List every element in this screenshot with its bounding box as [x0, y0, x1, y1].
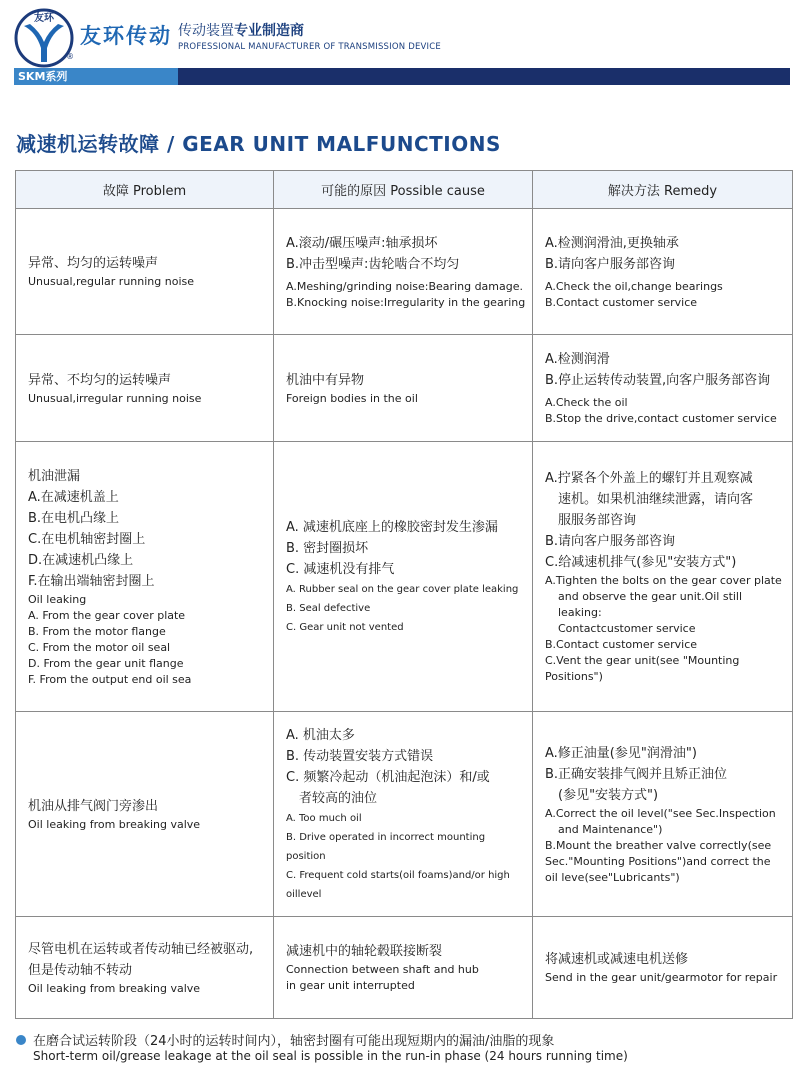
tagline-cn	[178, 20, 304, 40]
tagline-cn-bold: 专业制造商	[234, 23, 304, 39]
remedy-cell	[533, 209, 793, 335]
remedy-en: oil leve(see"Lubricants")	[545, 870, 680, 884]
problem-cell	[16, 917, 274, 1019]
remedy-en: and observe the gear unit.Oil still leaking:	[558, 590, 743, 619]
cause-cn: B. 密封圈损坏	[286, 540, 369, 556]
cause-cell	[274, 209, 533, 335]
problem-cn: A.在减速机盖上	[28, 489, 119, 505]
remedy-cn: (参见"安装方式")	[558, 787, 659, 803]
cause-cn: A.滚动/碾压噪声:轴承损坏	[286, 235, 438, 251]
cause-en: in gear unit interrupted	[286, 979, 415, 992]
problem-cell	[16, 209, 274, 335]
cause-en: B.Knocking noise:Irregularity in the gearing	[286, 295, 526, 309]
remedy-cn: B.请向客户服务部咨询	[545, 256, 676, 272]
problem-cn: C.在电机轴密封圈上	[28, 531, 146, 547]
cause-en: A.Meshing/grinding noise:Bearing damage.	[286, 279, 523, 293]
table-row	[16, 442, 793, 712]
cause-en: Connection between shaft and hub	[286, 963, 479, 976]
cause-cell	[274, 335, 533, 442]
problem-cn: 但是传动轴不转动	[28, 962, 133, 978]
table-row	[16, 335, 793, 442]
cause-cn: B.冲击型噪声:齿轮啮合不均匀	[286, 256, 460, 272]
problem-en: Oil leaking from breaking valve	[28, 981, 201, 995]
problem-en: Unusual,irregular running noise	[28, 391, 202, 405]
remedy-cn: C.给减速机排气(参见"安装方式")	[545, 555, 737, 570]
problem-cell	[16, 712, 274, 917]
cause-en: Foreign bodies in the oil	[286, 391, 418, 405]
remedy-cn: 服服务部咨询	[558, 513, 637, 528]
problem-cn: 机油泄漏	[28, 468, 81, 484]
table-row	[16, 917, 793, 1019]
cause-en: B. Drive operated in incorrect mounting position	[286, 831, 486, 862]
registered-mark: ®	[66, 52, 74, 61]
remedy-en: A.Check the oil,change bearings	[545, 279, 723, 293]
tagline-en: PROFESSIONAL MANUFACTURER OF TRANSMISSION DEVICE	[178, 42, 441, 52]
remedy-en: Sec."Mounting Positions")and correct the	[545, 854, 771, 868]
brand-name: 友环传动	[80, 24, 172, 48]
remedy-en: A.Tighten the bolts on the gear cover plate	[545, 574, 782, 587]
tagline-cn-normal: 传动装置	[178, 23, 234, 39]
table-row	[16, 712, 793, 917]
note-cn: 在磨合试运转阶段（24小时的运转时间内），轴密封圈有可能出现短期内的漏油/油脂的现象	[33, 1034, 555, 1049]
remedy-en: A.Correct the oil level("see Sec.Inspection	[545, 806, 776, 820]
cause-en: B. Seal defective	[286, 602, 371, 614]
problem-cn: 尽管电机在运转或者传动轴已经被驱动,	[28, 941, 254, 957]
remedy-cell	[533, 442, 793, 712]
remedy-cell	[533, 712, 793, 917]
remedy-en: and Maintenance")	[558, 822, 663, 836]
problem-en: F. From the output end oil sea	[28, 672, 192, 686]
remedy-cn: B.请向客户服务部咨询	[545, 534, 676, 549]
cause-cn: C. 减速机没有排气	[286, 561, 395, 577]
remedy-en: C.Vent the gear unit(see "Mounting Positions")	[545, 654, 740, 683]
cause-en: C. Frequent cold starts(oil foams)and/or high oillevel	[286, 869, 510, 900]
cause-cn: A. 机油太多	[286, 727, 355, 743]
remedy-en: B.Mount the breather valve correctly(see	[545, 838, 772, 852]
cause-cn: 者较高的油位	[299, 790, 378, 806]
problem-cn: F.在输出端轴密封圈上	[28, 573, 155, 589]
remedy-en: B.Stop the drive,contact customer service	[545, 412, 777, 425]
remedy-en: B.Contact customer service	[545, 638, 698, 651]
remedy-cn: 速机。如果机油继续泄露，请向客	[558, 492, 754, 507]
table-header-row	[16, 171, 793, 209]
cause-en: A. Rubber seal on the gear cover plate leaking	[286, 583, 519, 595]
remedy-cn: A.检测润滑	[545, 352, 610, 367]
note-en: Short-term oil/grease leakage at the oil seal is possible in the run-in phase (24 hours running time)	[33, 1049, 628, 1063]
problem-en: Oil leaking	[28, 592, 87, 606]
cause-cell	[274, 712, 533, 917]
problem-en: Unusual,regular running noise	[28, 275, 195, 288]
problem-cn: 异常、不均匀的运转噪声	[28, 372, 172, 388]
problem-cell	[16, 335, 274, 442]
remedy-en: A.Check the oil	[545, 396, 628, 409]
remedy-cn: B.正确安装排气阀并且矫正油位	[545, 766, 728, 782]
cause-en: C. Gear unit not vented	[286, 621, 404, 633]
cause-cn: A. 减速机底座上的橡胶密封发生渗漏	[286, 519, 498, 535]
remedy-en: Send in the gear unit/gearmotor for repair	[545, 971, 778, 984]
problem-cn: 异常、均匀的运转噪声	[28, 256, 159, 271]
cause-cell	[274, 917, 533, 1019]
series-label: SKM系列	[18, 70, 68, 83]
header-remedy: 解决方法 Remedy	[533, 171, 793, 209]
logo-text: 友环	[34, 13, 54, 24]
cause-cn: C. 频繁冷起动（机油起泡沫）和/或	[286, 769, 490, 785]
problem-cn: D.在减速机凸缘上	[28, 552, 134, 568]
cause-cn: 机油中有异物	[286, 372, 365, 388]
cause-en: A. Too much oil	[286, 812, 362, 824]
remedy-cell	[533, 917, 793, 1019]
company-logo	[14, 8, 74, 68]
cause-cn: 减速机中的轴轮毂联接断裂	[286, 944, 443, 959]
page-header	[0, 0, 800, 90]
table-row	[16, 209, 793, 335]
problem-cn: 机油从排气阀门旁渗出	[28, 798, 159, 814]
remedy-cn: A.检测润滑油,更换轴承	[545, 235, 679, 251]
header-problem: 故障 Problem	[16, 171, 274, 209]
remedy-cn: 将减速机或减速电机送修	[545, 952, 689, 967]
header-cause: 可能的原因 Possible cause	[274, 171, 533, 209]
remedy-en: B.Contact customer service	[545, 295, 698, 309]
remedy-cn: A.拧紧各个外盖上的螺钉并且观察减	[545, 471, 753, 486]
cause-cn: B. 传动装置安装方式错误	[286, 748, 434, 764]
remedy-en: Contactcustomer service	[558, 622, 696, 635]
problem-en: Oil leaking from breaking valve	[28, 817, 201, 831]
remedy-cn: A.修正油量(参见"润滑油")	[545, 745, 697, 761]
problem-cn: B.在电机凸缘上	[28, 510, 120, 526]
cause-cell	[274, 442, 533, 712]
problem-en: B. From the motor flange	[28, 624, 166, 638]
problem-cell	[16, 442, 274, 712]
problem-en: A. From the gear cover plate	[28, 608, 186, 622]
remedy-cn: B.停止运转传动装置,向客户服务部咨询	[545, 373, 771, 388]
remedy-cell	[533, 335, 793, 442]
note-bullet-icon	[16, 1035, 26, 1045]
page-title: 减速机运转故障 / GEAR UNIT MALFUNCTIONS	[16, 132, 501, 156]
problem-en: D. From the gear unit flange	[28, 656, 184, 670]
malfunctions-table	[15, 170, 793, 1019]
problem-en: C. From the motor oil seal	[28, 640, 171, 654]
